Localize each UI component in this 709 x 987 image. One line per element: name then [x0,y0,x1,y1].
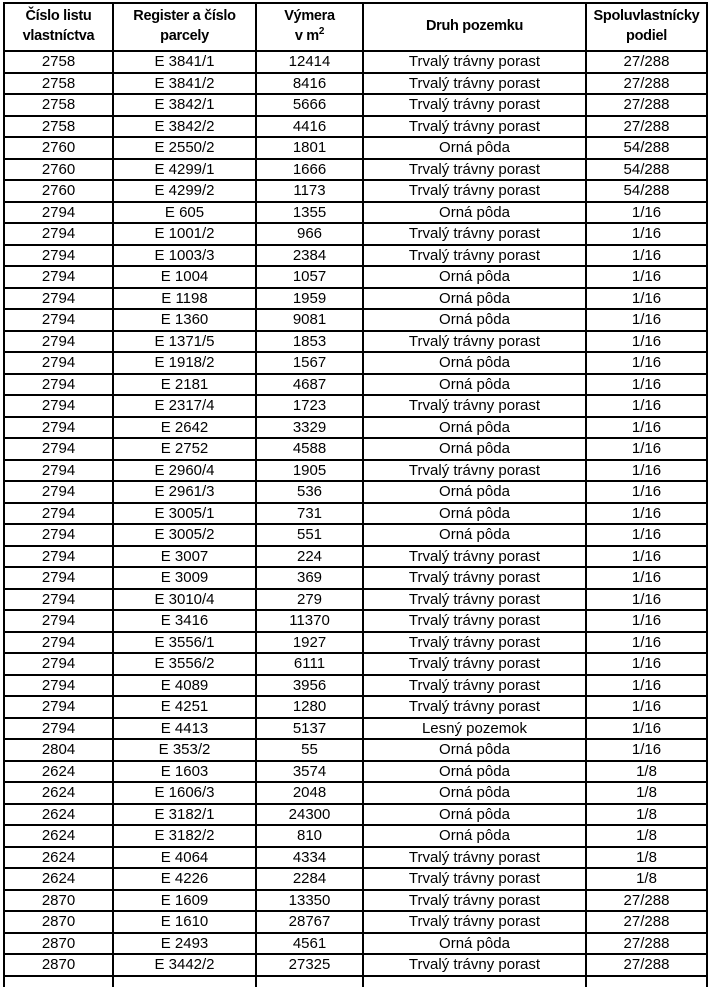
table-cell: 1/16 [586,288,707,310]
table-row [4,288,707,310]
table-cell: Trvalý trávny porast [363,331,586,353]
table-cell: Orná pôda [363,202,586,224]
table-row [4,202,707,224]
table-cell: 2624 [4,868,113,890]
table-cell: Trvalý trávny porast [363,223,586,245]
table-cell: Trvalý trávny porast [363,632,586,654]
table-cell: Orná pôda [363,933,586,955]
table-cell: 1/16 [586,202,707,224]
table-cell: 2794 [4,481,113,503]
table-cell: 2624 [4,761,113,783]
table-cell: 13350 [256,890,363,912]
superscript: 2 [318,26,325,38]
table-cell: 1/8 [586,804,707,826]
table-row [4,825,707,847]
table-cell: 1/16 [586,610,707,632]
table-cell: E 353/2 [113,739,256,761]
table-row [4,352,707,374]
table-cell: E 1606/3 [113,782,256,804]
table-cell: 1/16 [586,696,707,718]
table-cell [113,976,256,987]
table-cell: E 3182/2 [113,825,256,847]
table-cell: 1/16 [586,331,707,353]
table-cell: E 4064 [113,847,256,869]
table-cell: 1/16 [586,653,707,675]
table-cell: E 3009 [113,567,256,589]
table-cell: 9081 [256,309,363,331]
column-header-register-a-cislo-parcely [113,3,256,51]
table-cell [256,976,363,987]
table-cell: E 2550/2 [113,137,256,159]
table-cell: 1801 [256,137,363,159]
table-cell: 1723 [256,395,363,417]
table-cell: Trvalý trávny porast [363,73,586,95]
table-cell: 2624 [4,804,113,826]
table-cell: Trvalý trávny porast [363,51,586,73]
table-cell: E 2752 [113,438,256,460]
table-cell: E 3442/2 [113,954,256,976]
table-cell: 1/8 [586,782,707,804]
table-cell: Trvalý trávny porast [363,245,586,267]
table-cell: 27/288 [586,73,707,95]
table-cell: 1853 [256,331,363,353]
table-cell: Trvalý trávny porast [363,589,586,611]
table-cell: E 2181 [113,374,256,396]
table-cell: Orná pôda [363,288,586,310]
document-sheet [3,2,708,987]
table-row [4,782,707,804]
table-cell: 2794 [4,675,113,697]
table-row [4,632,707,654]
table-row [4,610,707,632]
table-cell: E 3005/2 [113,524,256,546]
table-cell: E 3005/1 [113,503,256,525]
table-cell: Trvalý trávny porast [363,653,586,675]
table-cell: 1/16 [586,481,707,503]
table-cell: E 2317/4 [113,395,256,417]
table-cell: 2794 [4,718,113,740]
table-cell: 2758 [4,51,113,73]
table-cell: Trvalý trávny porast [363,116,586,138]
table-cell: 1905 [256,460,363,482]
table-cell: E 3182/1 [113,804,256,826]
table-cell: 2794 [4,632,113,654]
table-cell: 1/16 [586,352,707,374]
table-cell: 1/16 [586,374,707,396]
table-partial-row-container [4,976,707,987]
table-cell: 1/16 [586,675,707,697]
table-cell: E 3841/2 [113,73,256,95]
table-row [4,954,707,976]
table-header [4,3,707,51]
table-cell: E 3556/2 [113,653,256,675]
table-cell: E 1603 [113,761,256,783]
table-cell: 2794 [4,223,113,245]
table-cell: Orná pôda [363,352,586,374]
table-cell: Lesný pozemok [363,718,586,740]
table-cell: 1/16 [586,245,707,267]
table-cell: 1/16 [586,460,707,482]
table-row [4,460,707,482]
table-cell: 2048 [256,782,363,804]
table-cell: 1/16 [586,266,707,288]
table-cell: Trvalý trávny porast [363,868,586,890]
header-line: Register a číslo [133,8,236,25]
table-cell: 27/288 [586,890,707,912]
table-cell [4,976,113,987]
table-cell: 12414 [256,51,363,73]
table-cell: 2794 [4,524,113,546]
table-row [4,438,707,460]
header-line: podiel [626,28,667,44]
table-cell: 1959 [256,288,363,310]
table-cell: 1173 [256,180,363,202]
table-cell [363,976,586,987]
table-cell: Orná pôda [363,761,586,783]
table-cell: Trvalý trávny porast [363,395,586,417]
table-cell: 27/288 [586,51,707,73]
table-row [4,503,707,525]
table-cell: 27/288 [586,933,707,955]
table-cell: 1/8 [586,825,707,847]
table-cell: 1/16 [586,524,707,546]
table-cell: E 1371/5 [113,331,256,353]
table-cell: 536 [256,481,363,503]
table-cell: Trvalý trávny porast [363,567,586,589]
table-cell: 2870 [4,954,113,976]
table-cell: 1/8 [586,868,707,890]
table-cell: 1280 [256,696,363,718]
table-cell: Orná pôda [363,417,586,439]
table-cell: E 1003/3 [113,245,256,267]
table-row [4,245,707,267]
table-row [4,911,707,933]
table-cell: E 3841/1 [113,51,256,73]
table-cell: 1/16 [586,567,707,589]
header-line: Výmera [284,8,335,25]
table-cell: 810 [256,825,363,847]
table-cell: 1/16 [586,632,707,654]
table-cell: 24300 [256,804,363,826]
table-cell: 2794 [4,460,113,482]
table-row [4,761,707,783]
table-cell: 1567 [256,352,363,374]
table-cell: 2794 [4,266,113,288]
header-line: Spoluvlastnícky [593,8,700,25]
table-cell: Trvalý trávny porast [363,675,586,697]
table-cell: 2794 [4,245,113,267]
table-cell: 2794 [4,653,113,675]
table-cell: 1/16 [586,395,707,417]
table-cell: 1/16 [586,223,707,245]
table-cell: 2624 [4,825,113,847]
table-cell: Trvalý trávny porast [363,954,586,976]
table-row [4,137,707,159]
table-row [4,374,707,396]
table-row [4,159,707,181]
table-row [4,417,707,439]
column-header-spoluvlastnicky-podiel [586,3,707,51]
header-line: v $m^2$ [294,26,325,44]
table-cell: Trvalý trávny porast [363,460,586,482]
table-row [4,180,707,202]
table-row [4,481,707,503]
table-cell: 731 [256,503,363,525]
table-cell: 1/16 [586,503,707,525]
table-cell: 2794 [4,696,113,718]
table-cell: 2384 [256,245,363,267]
table-cell: 27/288 [586,116,707,138]
table-cell: Orná pôda [363,309,586,331]
table-cell: 551 [256,524,363,546]
table-cell: 2758 [4,116,113,138]
table-cell: Orná pôda [363,438,586,460]
table-cell: E 4299/2 [113,180,256,202]
table-cell: 1/16 [586,739,707,761]
table-cell: 2624 [4,847,113,869]
table-cell: 2794 [4,503,113,525]
table-cell: 1/16 [586,718,707,740]
table-cell: 2624 [4,782,113,804]
column-header-cislo-listu-vlastnictva [4,3,113,51]
table-cell: 2794 [4,546,113,568]
table-cell: 1/16 [586,309,707,331]
table-row [4,718,707,740]
table-header-row [4,3,707,51]
table-row [4,51,707,73]
table-cell: 54/288 [586,137,707,159]
table-cell: Trvalý trávny porast [363,546,586,568]
table-row [4,116,707,138]
table-row [4,94,707,116]
table-cell: 55 [256,739,363,761]
table-cell: E 2961/3 [113,481,256,503]
table-cell: 2794 [4,374,113,396]
table-row-partial [4,976,707,987]
table-cell: 2758 [4,94,113,116]
table-cell: 2794 [4,202,113,224]
table-cell: 8416 [256,73,363,95]
table-cell: Orná pôda [363,804,586,826]
table-cell: E 1001/2 [113,223,256,245]
table-cell: 3956 [256,675,363,697]
table-row [4,546,707,568]
table-cell: Trvalý trávny porast [363,696,586,718]
table-cell: Orná pôda [363,137,586,159]
table-row [4,309,707,331]
table-cell: 2760 [4,159,113,181]
table-cell: E 4226 [113,868,256,890]
table-cell: 1355 [256,202,363,224]
table-cell: 27325 [256,954,363,976]
table-cell: 2794 [4,589,113,611]
table-cell: 2870 [4,933,113,955]
table-cell: E 4089 [113,675,256,697]
table-cell: E 3842/1 [113,94,256,116]
table-cell: E 4413 [113,718,256,740]
table-cell: 3329 [256,417,363,439]
table-row [4,524,707,546]
table-cell: Trvalý trávny porast [363,890,586,912]
table-row [4,395,707,417]
table-cell: E 2960/4 [113,460,256,482]
column-header-druh-pozemku [363,3,586,51]
table-row [4,567,707,589]
table-cell: 1/8 [586,761,707,783]
table-cell: 2760 [4,137,113,159]
header-line: parcely [160,28,209,44]
table-cell: 1/16 [586,417,707,439]
table-cell: 1/16 [586,438,707,460]
table-cell: 966 [256,223,363,245]
table-cell: 27/288 [586,954,707,976]
table-cell: 1/16 [586,589,707,611]
table-row [4,653,707,675]
table-cell: 2804 [4,739,113,761]
table-cell: 4687 [256,374,363,396]
table-cell: Orná pôda [363,825,586,847]
table-cell: E 3007 [113,546,256,568]
table-cell: E 2493 [113,933,256,955]
table-row [4,73,707,95]
table-cell: E 3842/2 [113,116,256,138]
table-cell: 2758 [4,73,113,95]
table-cell: 1666 [256,159,363,181]
table-cell: 2794 [4,309,113,331]
table-row [4,331,707,353]
table-cell: Orná pôda [363,782,586,804]
table-cell: E 1610 [113,911,256,933]
header-line: vlastníctva [22,28,95,44]
table-cell: 2794 [4,395,113,417]
table-row [4,933,707,955]
table-cell: 2794 [4,331,113,353]
table-cell: E 4251 [113,696,256,718]
table-body [4,51,707,976]
table-cell: Orná pôda [363,524,586,546]
table-cell: E 3416 [113,610,256,632]
table-cell: E 1609 [113,890,256,912]
table-cell: 1057 [256,266,363,288]
table-row [4,675,707,697]
table-cell: 4416 [256,116,363,138]
table-cell: 11370 [256,610,363,632]
table-row [4,847,707,869]
table-cell: Trvalý trávny porast [363,180,586,202]
table-row [4,868,707,890]
table-cell: 2870 [4,890,113,912]
table-cell: E 1198 [113,288,256,310]
table-cell: 2794 [4,352,113,374]
table-cell: Orná pôda [363,266,586,288]
table-cell: 2794 [4,567,113,589]
table-cell: E 4299/1 [113,159,256,181]
table-cell: Orná pôda [363,739,586,761]
table-row [4,890,707,912]
table-cell: 3574 [256,761,363,783]
table-cell: Trvalý trávny porast [363,911,586,933]
table-cell: 54/288 [586,180,707,202]
table-cell: 27/288 [586,911,707,933]
table-cell: 2794 [4,610,113,632]
table-cell: 2760 [4,180,113,202]
table-cell: 2794 [4,288,113,310]
table-cell: 54/288 [586,159,707,181]
header-line: Druh pozemku [425,18,524,35]
table-cell: 4334 [256,847,363,869]
table-row [4,739,707,761]
table-cell: Orná pôda [363,481,586,503]
table-row [4,589,707,611]
table-cell: E 1360 [113,309,256,331]
table-cell: E 605 [113,202,256,224]
table-cell: 1/8 [586,847,707,869]
table-cell: Trvalý trávny porast [363,159,586,181]
table-cell: E 2642 [113,417,256,439]
table-cell: E 1004 [113,266,256,288]
table-cell: 2794 [4,417,113,439]
table-row [4,223,707,245]
land-ownership-table [3,2,708,987]
table-cell: Trvalý trávny porast [363,610,586,632]
table-cell: E 1918/2 [113,352,256,374]
table-cell: 369 [256,567,363,589]
table-cell: 2284 [256,868,363,890]
table-cell: Orná pôda [363,374,586,396]
table-cell: Trvalý trávny porast [363,94,586,116]
table-cell [586,976,707,987]
table-cell: 224 [256,546,363,568]
table-cell: Orná pôda [363,503,586,525]
table-row [4,266,707,288]
column-header-vymera [256,3,363,51]
table-cell: 27/288 [586,94,707,116]
table-cell: 5666 [256,94,363,116]
table-row [4,696,707,718]
header-line: Číslo listu [25,8,92,25]
table-cell: E 3010/4 [113,589,256,611]
table-cell: 2794 [4,438,113,460]
table-cell: 5137 [256,718,363,740]
table-cell: 1927 [256,632,363,654]
table-cell: Trvalý trávny porast [363,847,586,869]
table-cell: 2870 [4,911,113,933]
table-cell: E 3556/1 [113,632,256,654]
table-cell: 279 [256,589,363,611]
table-cell: 1/16 [586,546,707,568]
table-cell: 28767 [256,911,363,933]
table-row [4,804,707,826]
table-cell: 4561 [256,933,363,955]
table-cell: 4588 [256,438,363,460]
table-cell: 6111 [256,653,363,675]
